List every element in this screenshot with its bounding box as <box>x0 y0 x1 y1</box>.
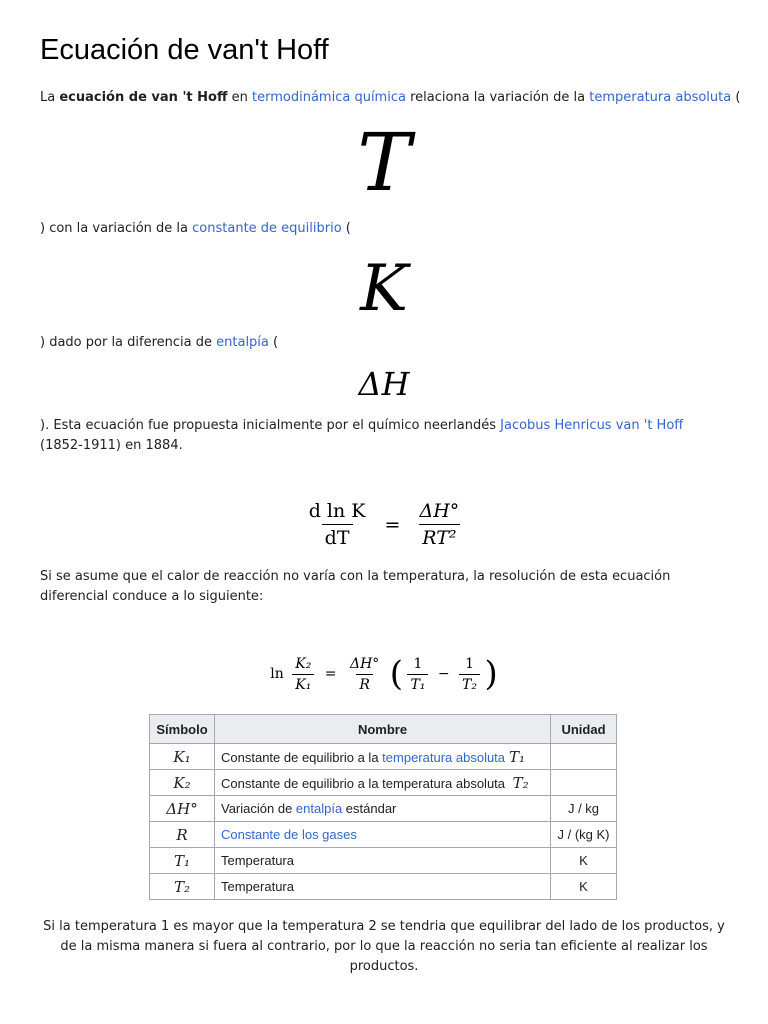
eq2-close-paren: ) <box>484 654 498 694</box>
name-link[interactable]: entalpía <box>295 801 343 816</box>
name-symbol: T₁ <box>509 747 526 766</box>
name-text: estándar <box>342 801 397 816</box>
eq2-ln: ln <box>270 666 284 682</box>
final-paragraph: Si la temperatura 1 es mayor que la temperatura 2 se tendria que equilibrar del lado de los productos, y de la misma manera si fuera al contrario, por lo que la reacción no seria tan eficiente al realizar los productos. <box>43 919 725 974</box>
symbol-T: T <box>357 116 411 209</box>
eq2-lhs-fraction <box>292 656 314 693</box>
intro-text: ( <box>268 335 279 350</box>
cell-symbol: T₂ <box>150 874 215 900</box>
table-row <box>150 848 617 874</box>
name-text: Constante de equilibrio a la <box>221 749 383 765</box>
link-termodinamica-quimica[interactable]: termodinámica química <box>252 90 406 105</box>
cell-unit <box>551 770 617 796</box>
link-entalpia[interactable]: entalpía <box>216 335 269 350</box>
cell-symbol: T₁ <box>150 848 215 874</box>
intro-line-4 <box>40 416 710 456</box>
cell-name <box>215 770 551 796</box>
eq1-lhs-fraction <box>306 500 369 549</box>
name-text: Variación de <box>221 801 296 816</box>
page-title: Ecuación de van't Hoff <box>40 34 329 66</box>
link-jacobus-van-t-hoff[interactable]: Jacobus Henricus van 't Hoff <box>500 418 684 433</box>
eq1-equals: = <box>384 513 401 536</box>
cell-symbol: K₂ <box>150 770 215 796</box>
eq2-inv-t1 <box>407 656 428 693</box>
cell-symbol: K₁ <box>150 744 215 770</box>
name-link[interactable]: temperatura absoluta <box>382 749 506 765</box>
eq2-inv-t2 <box>459 656 480 693</box>
intro-text: ( <box>731 90 741 105</box>
table-row <box>150 874 617 900</box>
eq2-one: 1 <box>465 655 474 672</box>
eq2-equals: = <box>324 666 337 682</box>
eq2-rhs-den: R <box>356 674 373 693</box>
table-row <box>150 822 617 848</box>
cell-unit: K <box>551 874 617 900</box>
intro-text: (1852-1911) en 1884. <box>40 438 183 453</box>
header-nombre: Nombre <box>215 715 551 744</box>
intro-line-1 <box>40 88 740 108</box>
name-text: Constante de equilibrio a la temperatura absoluta <box>221 775 509 791</box>
eq2-minus: − <box>437 666 450 682</box>
cell-name <box>215 744 551 770</box>
name-text: Temperatura <box>221 853 294 868</box>
table-row <box>150 796 617 822</box>
eq1-lhs-den: dT <box>322 524 353 549</box>
eq2-t1: T₁ <box>407 674 428 693</box>
header-unidad: Unidad <box>551 715 617 744</box>
name-link[interactable]: Constante de los gases <box>221 827 357 842</box>
link-temperatura-absoluta[interactable]: temperatura absoluta <box>589 90 732 105</box>
eq2-lhs-den: K₁ <box>292 674 314 693</box>
middle-paragraph: Si se asume que el calor de reacción no varía con la temperatura, la resolución de esta ecuación diferencial conduce a lo siguiente: <box>40 569 671 604</box>
eq1-rhs-fraction <box>416 500 462 549</box>
intro-text: ) dado por la diferencia de <box>40 335 217 350</box>
intro-text: ) con la variación de la <box>40 221 193 236</box>
symbols-table <box>149 714 617 900</box>
intro-bold-term: ecuación de van 't Hoff <box>59 90 228 105</box>
cell-name <box>215 874 551 900</box>
cell-unit: J / kg <box>551 796 617 822</box>
eq1-lhs-num: d ln K <box>308 500 366 522</box>
intro-text: ). Esta ecuación fue propuesta inicialmente por el químico neerlandés <box>40 418 501 433</box>
cell-unit: K <box>551 848 617 874</box>
link-constante-de-equilibrio[interactable]: constante de equilibrio <box>192 221 342 236</box>
equation-van-t-hoff <box>0 500 768 549</box>
eq2-rhs-fraction <box>347 656 382 693</box>
cell-name <box>215 822 551 848</box>
symbol-K: K <box>360 252 408 326</box>
eq2-lhs-num: K₂ <box>295 655 312 672</box>
name-text: Temperatura <box>221 879 294 894</box>
header-simbolo: Símbolo <box>150 715 215 744</box>
cell-symbol: R <box>150 822 215 848</box>
eq2-rhs-num: ΔH° <box>349 655 380 672</box>
intro-line-3 <box>40 333 278 353</box>
symbol-delta-h: ΔH <box>358 365 410 403</box>
intro-text: La <box>40 90 60 105</box>
eq2-one: 1 <box>413 655 423 672</box>
equation-integrated <box>0 654 768 694</box>
name-symbol: T₂ <box>512 773 529 792</box>
intro-line-2 <box>40 219 351 239</box>
eq2-open-paren: ( <box>389 654 403 694</box>
cell-symbol: ΔH° <box>150 796 215 822</box>
intro-text: relaciona la variación de la <box>405 90 590 105</box>
intro-text: en <box>227 90 253 105</box>
intro-text: ( <box>341 221 351 236</box>
cell-name <box>215 848 551 874</box>
eq1-rhs-den: RT² <box>419 524 459 549</box>
cell-name <box>215 796 551 822</box>
table-row <box>150 744 617 770</box>
eq1-rhs-num: ΔH° <box>419 500 460 522</box>
table-row <box>150 770 617 796</box>
table-header-row <box>150 715 617 744</box>
eq2-t2: T₂ <box>459 674 480 693</box>
cell-unit <box>551 744 617 770</box>
cell-unit: J / (kg K) <box>551 822 617 848</box>
